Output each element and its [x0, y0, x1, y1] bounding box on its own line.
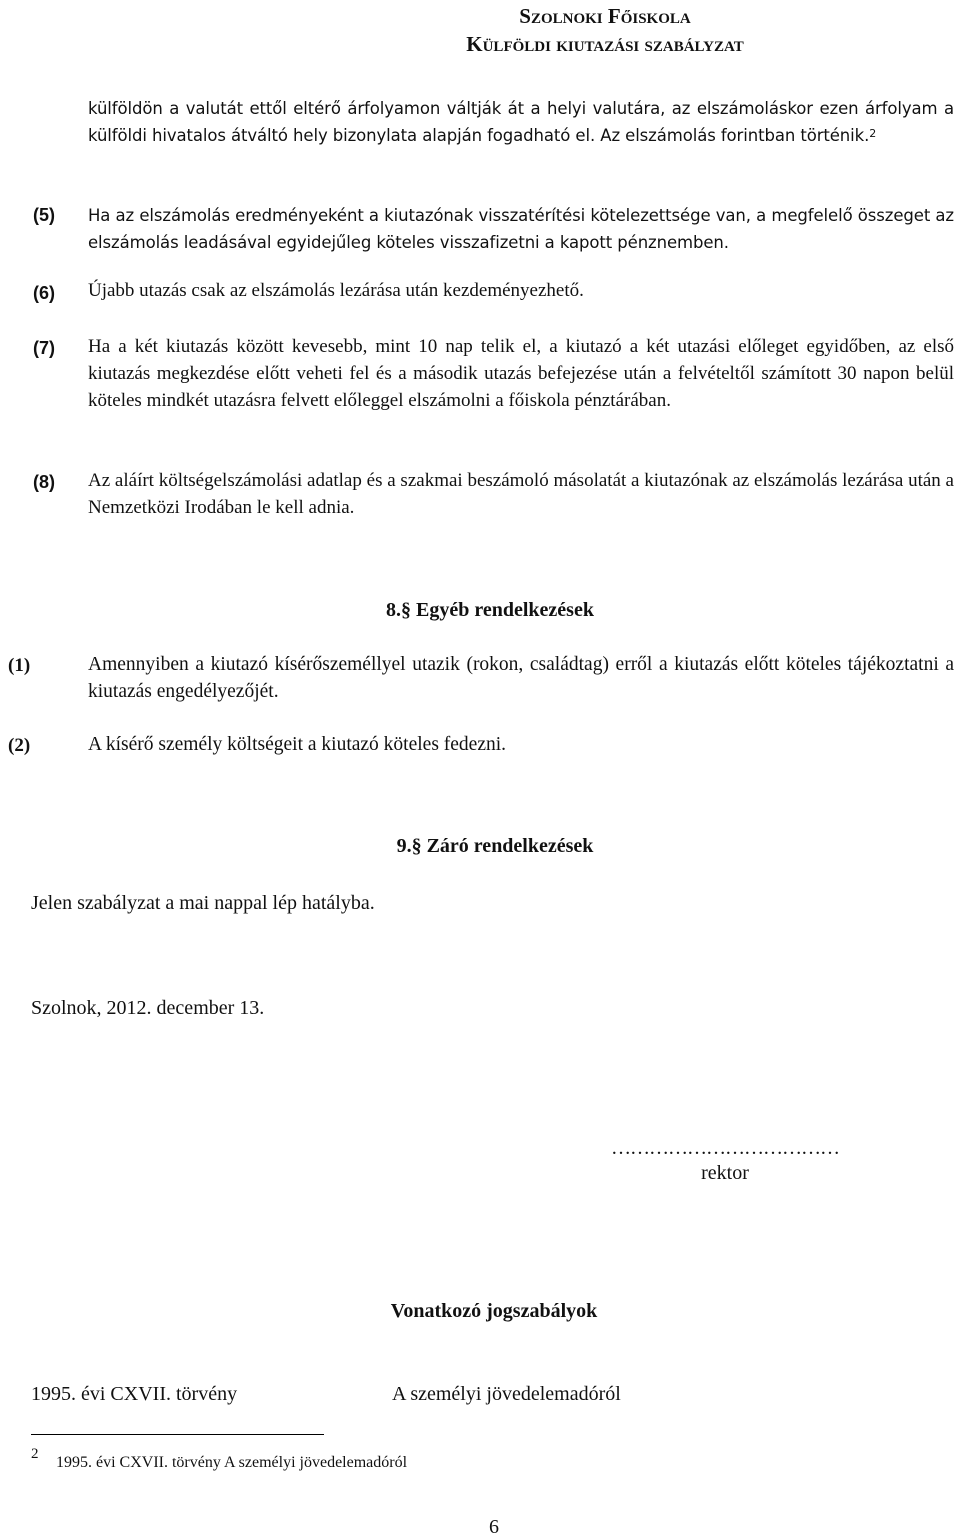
item-number-7: (7) — [33, 338, 55, 358]
s8-item-number-1: (1) — [8, 655, 31, 676]
header-subtitle: Külföldi kiutazási szabályzat — [466, 32, 744, 56]
reference-law: 1995. évi CXVII. törvény — [31, 1383, 238, 1405]
item-text-7: Ha a két kiutazás között kevesebb, mint 10 nap telik el, a kiutazó a két utazási előleget egyidőben, az első kiutazás megkezdése előtt veheti fel és a második utazás befejezése után a felvételtől számított 30 napon belül köteles mindkét utazásra felvett előleggel elszámolni a főiskola pénztárában. — [88, 336, 954, 411]
signature-role: rektor — [701, 1162, 749, 1184]
footnote-number: 2 — [31, 1446, 39, 1462]
s8-item-number-2: (2) — [8, 735, 31, 756]
place-and-date: Szolnok, 2012. december 13. — [31, 997, 265, 1019]
section-9-title: Záró rendelkezések — [426, 835, 594, 857]
item-number-5: (5) — [33, 205, 55, 225]
section-9-number: 9. — [396, 835, 412, 857]
section-8-heading — [0, 599, 960, 622]
references-title: Vonatkozó jogszabályok — [390, 1300, 598, 1322]
effective-date-statement: Jelen szabályzat a mai nappal lép hatályba. — [31, 892, 375, 914]
header-title: Szolnoki Főiskola — [519, 4, 691, 28]
item-text-8: Az aláírt költségelszámolási adatlap és a szakmai beszámoló másolatát a kiutazónak az elszámolás lezárása után a Nemzetközi Irodában le kell adnia. — [88, 470, 954, 518]
footnote-text: 1995. évi CXVII. törvény A személyi jövedelemadóról — [56, 1454, 408, 1471]
item-number-6: (6) — [33, 283, 55, 303]
continued-paragraph — [88, 95, 954, 149]
signature-line: ……………………………… — [611, 1137, 839, 1159]
footnote-separator — [31, 1434, 324, 1435]
item-text-6: Újabb utazás csak az elszámolás lezárása után kezdeményezhető. — [88, 280, 584, 301]
s8-item-text-2: A kísérő személy költségeit a kiutazó köteles fedezni. — [88, 734, 507, 755]
continued-paragraph-text: külföldön a valutát ettől eltérő árfolyamon váltják át a helyi valutára, az elszámoláskor ezen árfolyam a külföldi hivatalos átváltó hely bizonylata alapján fogadható el. Az elszámolás forintban történik. — [88, 99, 954, 145]
page-number: 6 — [489, 1516, 499, 1538]
section-sign: § — [401, 599, 412, 621]
section-sign: § — [411, 835, 422, 857]
item-text-5: Ha az elszámolás eredményeként a kiutazónak visszatérítési kötelezettsége van, a megfelelő összeget az elszámolás leadásával egyidejűleg köteles visszafizetni a kapott pénznemben. — [88, 206, 954, 252]
section-8-title: Egyéb rendelkezések — [416, 599, 594, 621]
section-9-heading — [0, 835, 960, 858]
s8-item-text-1: Amennyiben a kiutazó kísérőszeméllyel utazik (rokon, családtag) erről a kiutazás előtt köteles tájékoztatni a kiutazás engedélyezőjét. — [88, 654, 954, 702]
section-8-number: 8. — [386, 599, 402, 621]
reference-law-title: A személyi jövedelemadóról — [392, 1383, 621, 1405]
item-number-8: (8) — [33, 472, 55, 492]
footnote-reference: 2 — [869, 127, 877, 140]
